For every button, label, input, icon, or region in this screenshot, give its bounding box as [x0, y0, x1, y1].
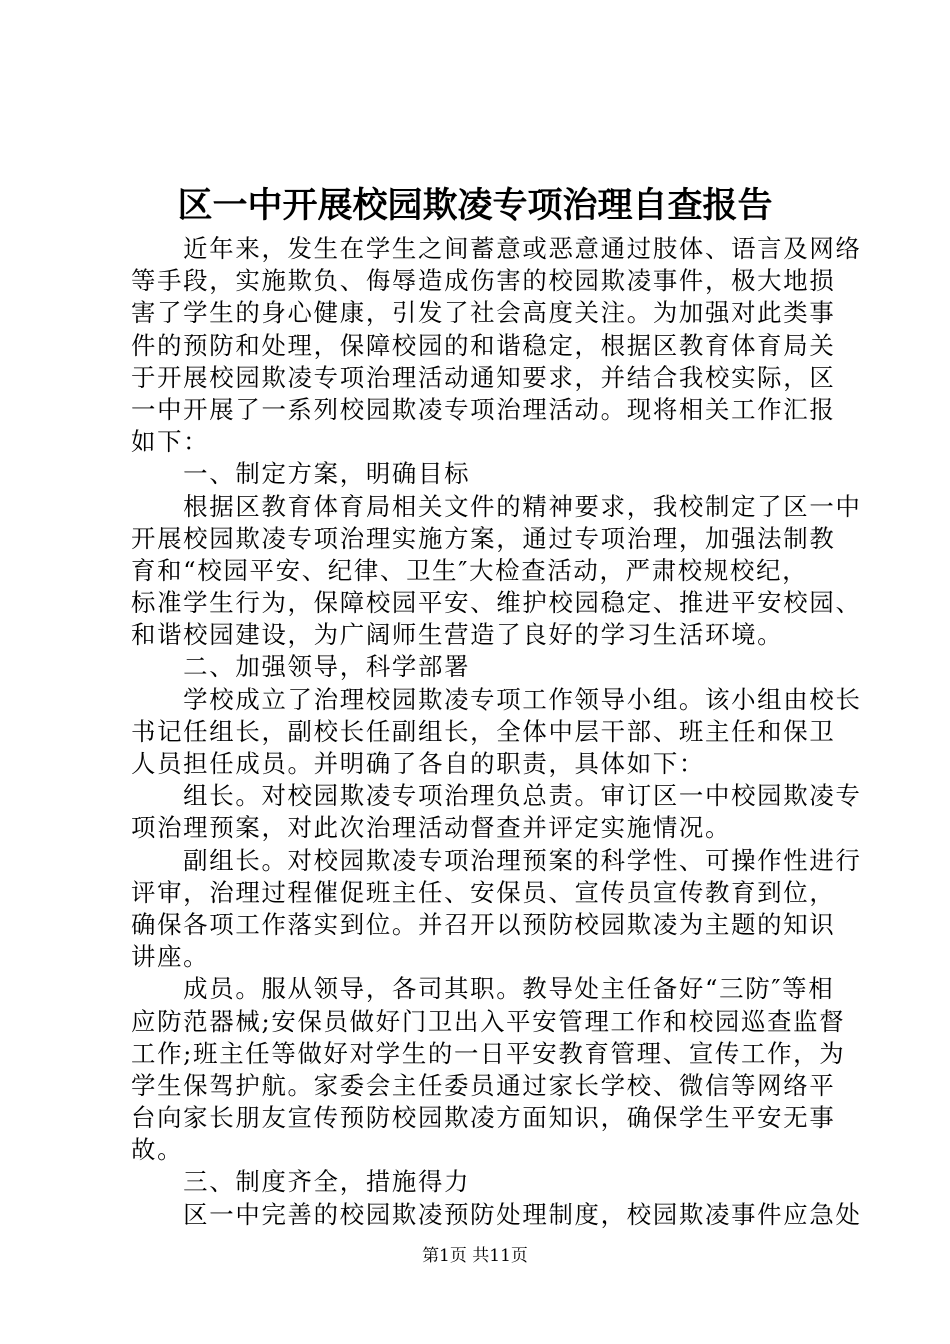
document-title: 区一中开展校园欺凌专项治理自查报告 [177, 185, 773, 226]
body-line: 一中开展了一系列校园欺凌专项治理活动。现将相关工作汇报 [131, 394, 836, 424]
body-line: 应防范器械;安保员做好门卫出入平安管理工作和校园巡查监督 [131, 1006, 846, 1036]
body-line: 育和“校园平安、纪律、卫生″大检查活动，严肃校规校纪， [131, 555, 809, 585]
body-line: 件的预防和处理，保障校园的和谐稳定，根据区教育体育局关 [131, 330, 836, 360]
body-line: 标准学生行为，保障校园平安、维护校园稳定、推进平安校园、 [131, 588, 862, 618]
body-line: 三、制度齐全，措施得力 [131, 1167, 471, 1197]
body-line: 学生保驾护航。家委会主任委员通过家长学校、微信等网络平 [131, 1070, 836, 1100]
body-line: 如下： [131, 427, 210, 457]
document-body [131, 233, 862, 1231]
body-line: 台向家长朋友宣传预防校园欺凌方面知识，确保学生平安无事 [131, 1103, 836, 1133]
body-line: 二、加强领导，科学部署 [131, 652, 471, 682]
body-line: 组长。对校园欺凌专项治理负总责。审订区一中校园欺凌专 [131, 781, 862, 811]
body-line: 和谐校园建设，为广阔师生营造了良好的学习生活环境。 [131, 620, 784, 650]
body-line: 确保各项工作落实到位。并召开以预防校园欺凌为主题的知识 [131, 909, 836, 939]
body-line: 成员。服从领导，各司其职。教导处主任备好“三防″等相 [131, 974, 835, 1004]
body-line: 学校成立了治理校园欺凌专项工作领导小组。该小组由校长 [131, 684, 862, 714]
body-line: 区一中完善的校园欺凌预防处理制度，校园欺凌事件应急处 [131, 1199, 862, 1229]
body-line: 书记任组长，副校长任副组长，全体中层干部、班主任和保卫 [131, 716, 836, 746]
body-line: 于开展校园欺凌专项治理活动通知要求，并结合我校实际，区 [131, 362, 836, 392]
body-line: 讲座。 [131, 942, 210, 972]
page-footer: 第1页 共11页 [422, 1246, 528, 1266]
body-line: 故。 [131, 1135, 184, 1165]
body-line: 工作;班主任等做好对学生的一日平安教育管理、宣传工作，为 [131, 1038, 846, 1068]
body-line: 等手段，实施欺负、侮辱造成伤害的校园欺凌事件，极大地损 [131, 266, 836, 296]
body-line: 开展校园欺凌专项治理实施方案，通过专项治理，加强法制教 [131, 523, 836, 553]
body-line: 项治理预案，对此次治理活动督查并评定实施情况。 [131, 813, 732, 843]
body-line: 害了学生的身心健康，引发了社会高度关注。为加强对此类事 [131, 298, 836, 328]
body-line: 评审，治理过程催促班主任、安保员、宣传员宣传教育到位， [131, 877, 836, 907]
body-line: 近年来，发生在学生之间蓄意或恶意通过肢体、语言及网络 [131, 234, 862, 263]
body-line: 副组长。对校园欺凌专项治理预案的科学性、可操作性进行 [131, 845, 862, 875]
body-line: 根据区教育体育局相关文件的精神要求，我校制定了区一中 [131, 491, 862, 521]
body-line: 人员担任成员。并明确了各自的职责，具体如下： [131, 749, 705, 778]
body-line: 一、制定方案，明确目标 [131, 459, 471, 489]
